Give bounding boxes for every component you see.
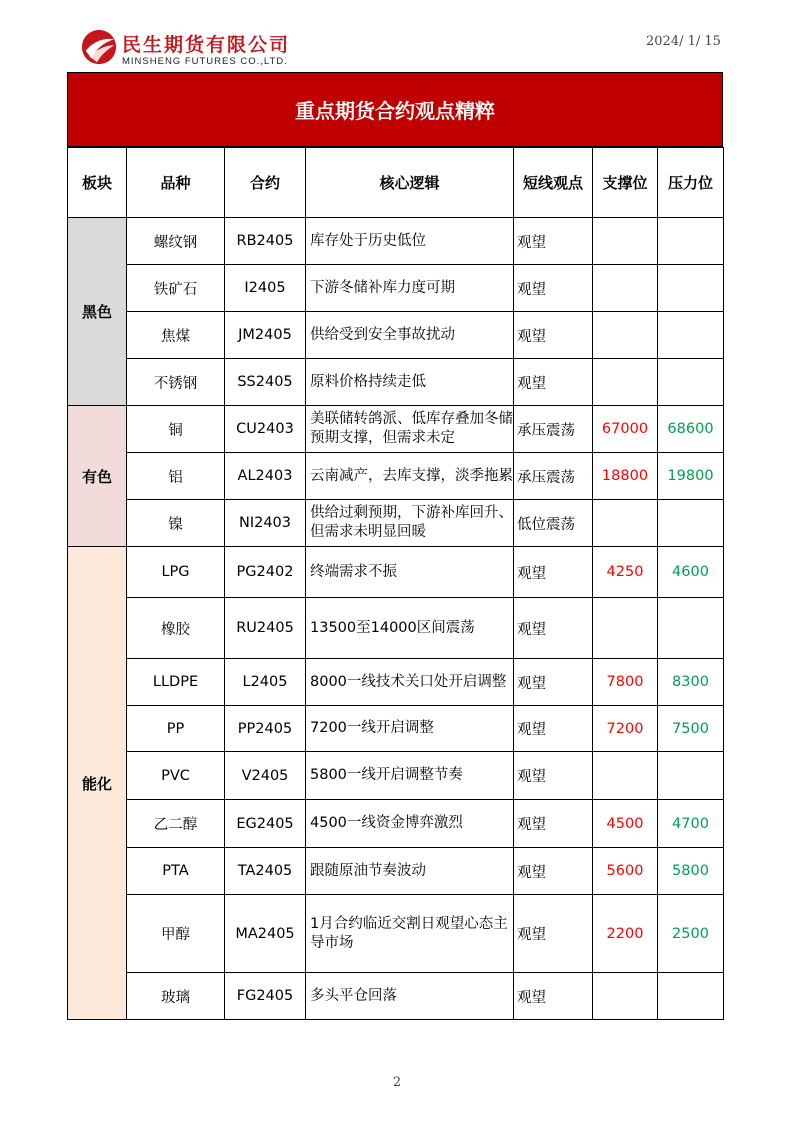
page-header: [0, 0, 794, 70]
col-header-resistance: 压力位: [658, 148, 724, 218]
resistance-cell: 68600: [658, 406, 724, 453]
resistance-cell: [658, 973, 724, 1020]
table-row: [68, 800, 724, 848]
view-cell: 观望: [514, 973, 593, 1020]
support-cell: [593, 973, 658, 1020]
contract-cell: RU2405: [225, 598, 306, 659]
resistance-cell: 2500: [658, 895, 724, 973]
contract-cell: RB2405: [225, 218, 306, 265]
view-cell: 观望: [514, 312, 593, 359]
logic-cell: 供给受到安全事故扰动: [306, 312, 514, 359]
table-row: [68, 265, 724, 312]
variety-cell: LLDPE: [127, 659, 225, 706]
support-cell: [593, 752, 658, 800]
resistance-cell: [658, 265, 724, 312]
resistance-cell: [658, 312, 724, 359]
contract-cell: PP2405: [225, 706, 306, 752]
support-cell: 4500: [593, 800, 658, 848]
company-name-cn: 民生期货有限公司: [122, 34, 291, 56]
table-row: [68, 973, 724, 1020]
table-row: [68, 895, 724, 973]
support-cell: [593, 359, 658, 406]
view-cell: 承压震荡: [514, 406, 593, 453]
support-cell: 7800: [593, 659, 658, 706]
col-header-view: 短线观点: [514, 148, 593, 218]
table-header-row: [68, 148, 724, 218]
variety-cell: PVC: [127, 752, 225, 800]
minsheng-logo-icon: [80, 28, 118, 66]
table-row: [68, 547, 724, 598]
sector-cell-energy-chem: 能化: [68, 547, 127, 1020]
logic-cell: 13500至14000区间震荡: [306, 598, 514, 659]
col-header-contract: 合约: [225, 148, 306, 218]
col-header-support: 支撑位: [593, 148, 658, 218]
logic-cell: 7200一线开启调整: [306, 706, 514, 752]
support-cell: [593, 265, 658, 312]
view-cell: 观望: [514, 265, 593, 312]
contract-cell: TA2405: [225, 848, 306, 895]
resistance-cell: 5800: [658, 848, 724, 895]
page-number: 2: [392, 1075, 402, 1090]
logic-cell: 跟随原油节奏波动: [306, 848, 514, 895]
variety-cell: 镍: [127, 500, 225, 547]
variety-cell: 玻璃: [127, 973, 225, 1020]
logic-cell: 4500一线资金博弈激烈: [306, 800, 514, 848]
table-row: [68, 406, 724, 453]
logic-cell: 美联储转鸽派、低库存叠加冬储预期支撑，但需求未定: [306, 406, 514, 453]
view-cell: 低位震荡: [514, 500, 593, 547]
logic-cell: 5800一线开启调整节奏: [306, 752, 514, 800]
table-title: 重点期货合约观点精粹: [67, 72, 723, 147]
variety-cell: 橡胶: [127, 598, 225, 659]
resistance-cell: [658, 500, 724, 547]
view-cell: 观望: [514, 752, 593, 800]
variety-cell: 乙二醇: [127, 800, 225, 848]
table-row: [68, 359, 724, 406]
variety-cell: 焦煤: [127, 312, 225, 359]
variety-cell: 螺纹钢: [127, 218, 225, 265]
contract-cell: FG2405: [225, 973, 306, 1020]
table-row: [68, 752, 724, 800]
support-cell: [593, 598, 658, 659]
col-header-variety: 品种: [127, 148, 225, 218]
table-row: [68, 218, 724, 265]
view-cell: 观望: [514, 598, 593, 659]
resistance-cell: [658, 359, 724, 406]
resistance-cell: 7500: [658, 706, 724, 752]
variety-cell: LPG: [127, 547, 225, 598]
view-cell: 观望: [514, 659, 593, 706]
report-date: 2024/ 1/ 15: [646, 34, 721, 49]
table-row: [68, 453, 724, 500]
view-cell: 观望: [514, 800, 593, 848]
view-cell: 观望: [514, 895, 593, 973]
support-cell: 5600: [593, 848, 658, 895]
variety-cell: 铁矿石: [127, 265, 225, 312]
logic-cell: 多头平仓回落: [306, 973, 514, 1020]
variety-cell: 铝: [127, 453, 225, 500]
table-row: [68, 659, 724, 706]
support-cell: 4250: [593, 547, 658, 598]
resistance-cell: 19800: [658, 453, 724, 500]
logic-cell: 供给过剩预期，下游补库回升、但需求未明显回暖: [306, 500, 514, 547]
variety-cell: 铜: [127, 406, 225, 453]
view-cell: 观望: [514, 547, 593, 598]
support-cell: 7200: [593, 706, 658, 752]
logic-cell: 8000一线技术关口处开启调整: [306, 659, 514, 706]
resistance-cell: 4700: [658, 800, 724, 848]
logic-cell: 1月合约临近交割日观望心态主导市场: [306, 895, 514, 973]
resistance-cell: [658, 598, 724, 659]
company-name-en: MINSHENG FUTURES CO.,LTD.: [122, 56, 288, 67]
contract-cell: EG2405: [225, 800, 306, 848]
support-cell: [593, 500, 658, 547]
logic-cell: 终端需求不振: [306, 547, 514, 598]
col-header-logic: 核心逻辑: [306, 148, 514, 218]
view-cell: 观望: [514, 359, 593, 406]
resistance-cell: 4600: [658, 547, 724, 598]
resistance-cell: [658, 218, 724, 265]
table-row: [68, 312, 724, 359]
variety-cell: PP: [127, 706, 225, 752]
contract-cell: SS2405: [225, 359, 306, 406]
support-cell: 2200: [593, 895, 658, 973]
contract-cell: I2405: [225, 265, 306, 312]
view-cell: 观望: [514, 706, 593, 752]
sector-cell-nonferrous: 有色: [68, 406, 127, 547]
table-row: [68, 598, 724, 659]
support-cell: [593, 218, 658, 265]
sector-cell-black: 黑色: [68, 218, 127, 406]
resistance-cell: 8300: [658, 659, 724, 706]
view-cell: 承压震荡: [514, 453, 593, 500]
contract-cell: JM2405: [225, 312, 306, 359]
contract-cell: MA2405: [225, 895, 306, 973]
contract-cell: CU2403: [225, 406, 306, 453]
contract-cell: AL2403: [225, 453, 306, 500]
variety-cell: 甲醇: [127, 895, 225, 973]
variety-cell: PTA: [127, 848, 225, 895]
table-row: [68, 706, 724, 752]
logic-cell: 原料价格持续走低: [306, 359, 514, 406]
view-cell: 观望: [514, 848, 593, 895]
logic-cell: 库存处于历史低位: [306, 218, 514, 265]
support-cell: 67000: [593, 406, 658, 453]
variety-cell: 不锈钢: [127, 359, 225, 406]
support-cell: 18800: [593, 453, 658, 500]
table-row: [68, 500, 724, 547]
logic-cell: 云南减产，去库支撑，淡季拖累: [306, 453, 514, 500]
contract-cell: NI2403: [225, 500, 306, 547]
contract-cell: V2405: [225, 752, 306, 800]
col-header-sector: 板块: [68, 148, 127, 218]
table-row: [68, 848, 724, 895]
contract-cell: PG2402: [225, 547, 306, 598]
logic-cell: 下游冬储补库力度可期: [306, 265, 514, 312]
view-cell: 观望: [514, 218, 593, 265]
support-cell: [593, 312, 658, 359]
contract-cell: L2405: [225, 659, 306, 706]
contract-views-table: [67, 147, 724, 1020]
resistance-cell: [658, 752, 724, 800]
